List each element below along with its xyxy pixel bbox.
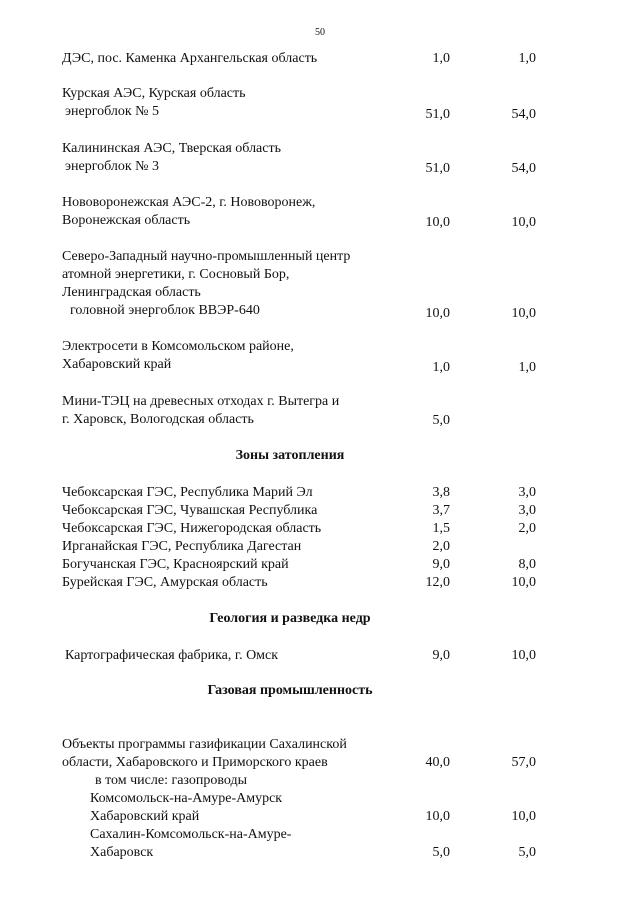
row-value-2: 10,0 bbox=[511, 306, 536, 321]
row-value-2: 54,0 bbox=[511, 107, 536, 122]
row-label: Комсомольск-на-Амуре-Амурск bbox=[90, 791, 283, 806]
row-label: энергоблок № 3 bbox=[65, 159, 160, 174]
row-label: в том числе: газопроводы bbox=[95, 773, 248, 788]
row-label: Северо-Западный научно-промышленный центр bbox=[62, 249, 351, 264]
row-value-1: 5,0 bbox=[432, 845, 450, 860]
row-label: Сахалин-Комсомольск-на-Амуре- bbox=[90, 827, 292, 842]
row-value-2: 10,0 bbox=[511, 809, 536, 824]
row-value-2: 54,0 bbox=[511, 161, 536, 176]
row-value-1: 10,0 bbox=[425, 809, 450, 824]
row-label: Ирганайская ГЭС, Республика Дагестан bbox=[62, 539, 302, 554]
row-label: Картографическая фабрика, г. Омск bbox=[65, 648, 279, 663]
row-label: Воронежская область bbox=[62, 213, 191, 228]
row-label: Курская АЭС, Курская область bbox=[62, 86, 246, 101]
row-value-1: 9,0 bbox=[432, 557, 450, 572]
row-label: г. Харовск, Вологодская область bbox=[62, 412, 254, 427]
row-value-1: 10,0 bbox=[425, 215, 450, 230]
row-value-2: 57,0 bbox=[511, 755, 536, 770]
row-value-1: 5,0 bbox=[432, 413, 450, 428]
row-value-2: 10,0 bbox=[511, 215, 536, 230]
row-value-2: 10,0 bbox=[511, 648, 536, 663]
row-value-2: 1,0 bbox=[518, 51, 536, 66]
row-value-1: 40,0 bbox=[425, 755, 450, 770]
row-value-1: 1,5 bbox=[432, 521, 450, 536]
row-value-2: 5,0 bbox=[518, 845, 536, 860]
row-value-1: 3,8 bbox=[432, 485, 450, 500]
row-label: Хабаровск bbox=[90, 845, 154, 860]
section-heading: Зоны затопления bbox=[235, 448, 345, 463]
row-label: Хабаровский край bbox=[62, 357, 172, 372]
row-value-1: 3,7 bbox=[432, 503, 450, 518]
row-value-2: 3,0 bbox=[518, 503, 536, 518]
row-label: Калининская АЭС, Тверская область bbox=[62, 141, 281, 156]
row-value-1: 1,0 bbox=[432, 360, 450, 375]
row-label: атомной энергетики, г. Сосновый Бор, bbox=[62, 267, 290, 282]
row-label: Электросети в Комсомольском районе, bbox=[62, 339, 294, 354]
row-label: области, Хабаровского и Приморского краев bbox=[62, 755, 328, 770]
row-value-2: 2,0 bbox=[518, 521, 536, 536]
row-label: Мини-ТЭЦ на древесных отходах г. Вытегра и bbox=[62, 394, 340, 409]
row-value-1: 1,0 bbox=[432, 51, 450, 66]
row-label: Ленинградская область bbox=[62, 285, 201, 300]
row-label: Чебоксарская ГЭС, Нижегородская область bbox=[62, 521, 322, 536]
row-label: головной энергоблок ВВЭР-640 bbox=[70, 303, 260, 318]
row-label: Чебоксарская ГЭС, Республика Марий Эл bbox=[62, 485, 313, 500]
row-value-1: 10,0 bbox=[425, 306, 450, 321]
row-label: Объекты программы газификации Сахалинской bbox=[62, 737, 347, 752]
row-label: Богучанская ГЭС, Красноярский край bbox=[62, 557, 289, 572]
row-value-1: 51,0 bbox=[425, 161, 450, 176]
row-value-1: 2,0 bbox=[432, 539, 450, 554]
row-value-2: 3,0 bbox=[518, 485, 536, 500]
section-heading: Газовая промышленность bbox=[207, 683, 373, 698]
row-label: Чебоксарская ГЭС, Чувашская Республика bbox=[62, 503, 318, 518]
section-heading: Геология и разведка недр bbox=[209, 611, 371, 626]
row-value-1: 12,0 bbox=[425, 575, 450, 590]
row-value-2: 8,0 bbox=[518, 557, 536, 572]
row-label: ДЭС, пос. Каменка Архангельская область bbox=[62, 51, 318, 66]
row-value-2: 10,0 bbox=[511, 575, 536, 590]
row-value-1: 9,0 bbox=[432, 648, 450, 663]
row-value-1: 51,0 bbox=[425, 107, 450, 122]
row-label: энергоблок № 5 bbox=[65, 104, 160, 119]
row-value-2: 1,0 bbox=[518, 360, 536, 375]
row-label: Бурейская ГЭС, Амурская область bbox=[62, 575, 268, 590]
row-label: Нововоронежская АЭС-2, г. Нововоронеж, bbox=[62, 195, 316, 210]
row-label: Хабаровский край bbox=[90, 809, 200, 824]
page-number: 50 bbox=[315, 27, 325, 38]
